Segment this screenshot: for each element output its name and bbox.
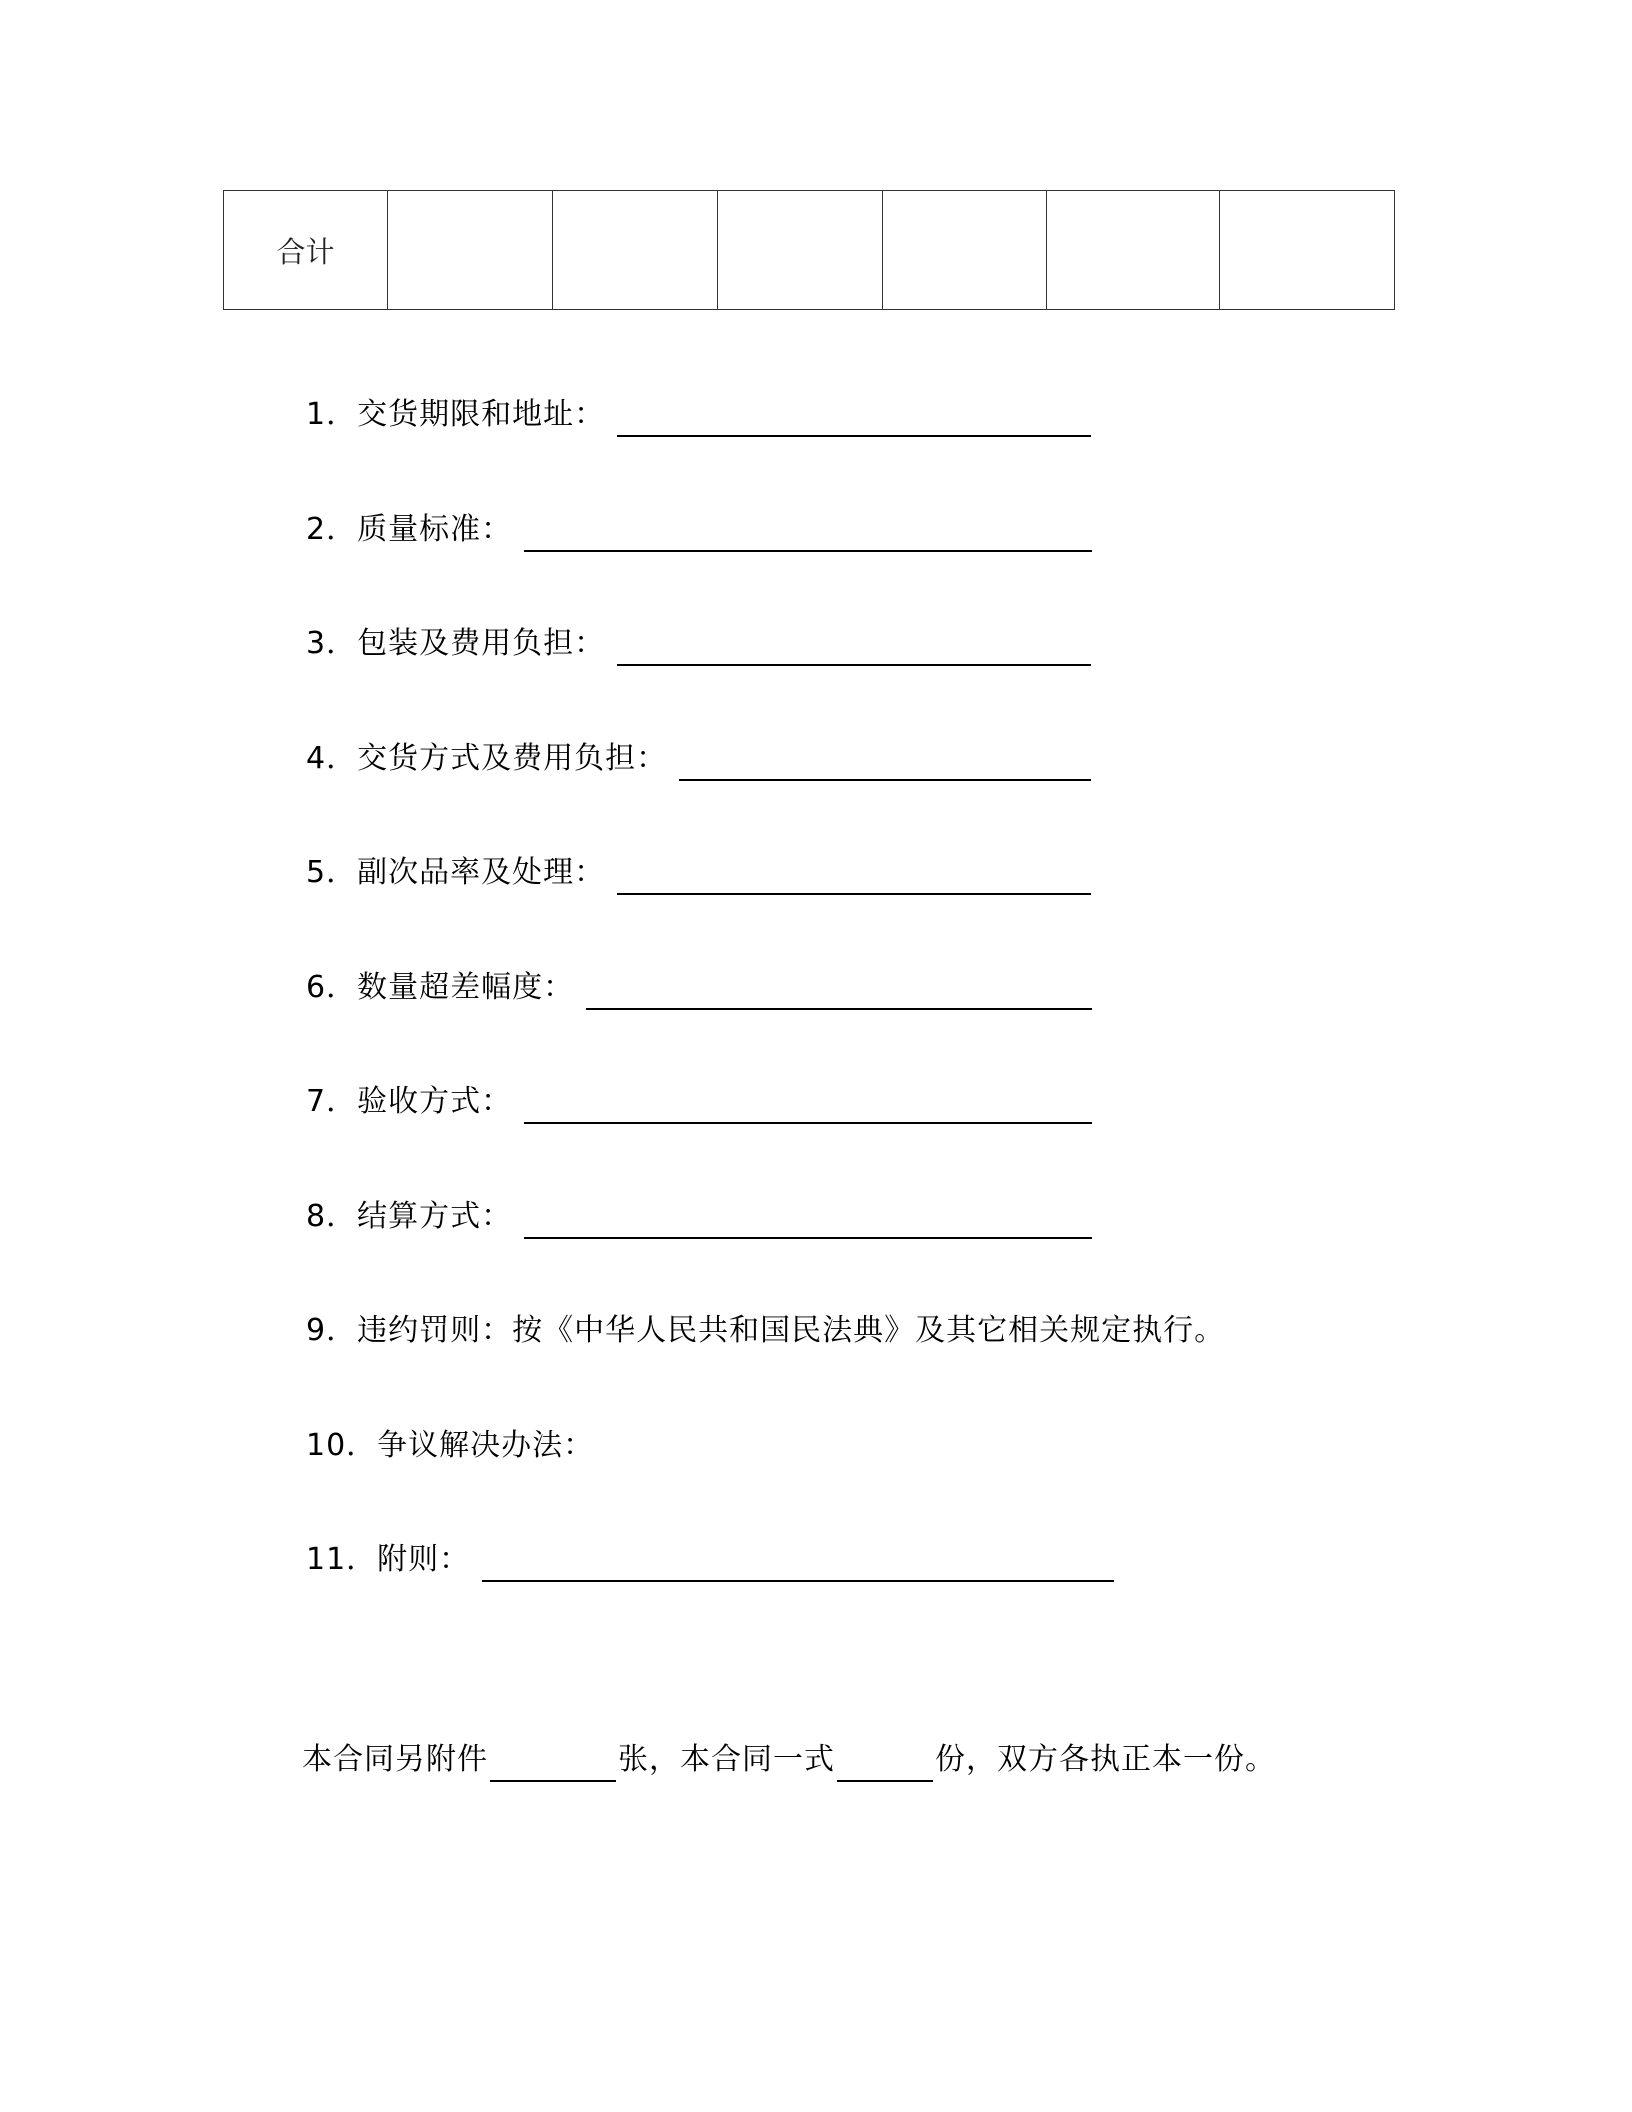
- total-cell[interactable]: [718, 191, 883, 310]
- clause-delivery-term: [306, 393, 1091, 437]
- clause-packaging: [306, 622, 1091, 666]
- total-label-cell: 合计: [224, 191, 388, 310]
- clause-defect-rate: [306, 851, 1091, 895]
- total-cell[interactable]: [553, 191, 718, 310]
- clause-penalty: [306, 1309, 1225, 1353]
- clause-settlement: [306, 1195, 1092, 1239]
- clause-supplementary: [306, 1538, 1114, 1582]
- total-cell[interactable]: [1047, 191, 1220, 310]
- clause-dispute: [306, 1424, 594, 1468]
- fill-in-blank[interactable]: [524, 1197, 1092, 1239]
- fill-in-blank[interactable]: [617, 853, 1091, 895]
- statement-text: 份，双方各执正本一份。: [935, 1742, 1276, 1777]
- fill-in-blank[interactable]: [679, 739, 1091, 781]
- clause-label: 5．副次品率及处理：: [306, 855, 606, 890]
- clause-label: 6．数量超差幅度：: [306, 970, 575, 1005]
- clause-label: 10．争议解决办法：: [306, 1428, 595, 1463]
- clause-acceptance: [306, 1080, 1092, 1124]
- clause-label: 2．质量标准：: [306, 512, 513, 547]
- clause-label: 4．交货方式及费用负担：: [306, 741, 668, 776]
- fill-in-blank[interactable]: [617, 624, 1091, 666]
- fill-in-blank[interactable]: [524, 1082, 1092, 1124]
- clause-label: 3．包装及费用负担：: [306, 626, 606, 661]
- copies-count-blank[interactable]: [837, 1740, 933, 1782]
- clause-delivery-method: [306, 737, 1091, 781]
- fill-in-blank[interactable]: [586, 968, 1092, 1010]
- fill-in-blank[interactable]: [617, 395, 1091, 437]
- totals-row: [224, 191, 1395, 310]
- statement-text: 本合同另附件: [302, 1742, 488, 1777]
- fill-in-blank[interactable]: [482, 1540, 1114, 1582]
- statement-text: 张，本合同一式: [618, 1742, 835, 1777]
- clause-label: 7．验收方式：: [306, 1084, 513, 1119]
- clause-label: 11．附则：: [306, 1542, 471, 1577]
- clause-label: 1．交货期限和地址：: [306, 397, 606, 432]
- attachment-statement: [302, 1736, 1276, 1782]
- clause-quantity-tolerance: [306, 966, 1092, 1010]
- clause-label: 9．违约罚则：按《中华人民共和国民法典》及其它相关规定执行。: [306, 1313, 1226, 1348]
- clause-label: 8．结算方式：: [306, 1199, 513, 1234]
- totals-table: [223, 190, 1395, 310]
- fill-in-blank[interactable]: [524, 510, 1092, 552]
- total-cell[interactable]: [1220, 191, 1395, 310]
- total-cell[interactable]: [388, 191, 553, 310]
- clause-quality-standard: [306, 508, 1092, 552]
- attachment-count-blank[interactable]: [490, 1740, 616, 1782]
- total-cell[interactable]: [883, 191, 1047, 310]
